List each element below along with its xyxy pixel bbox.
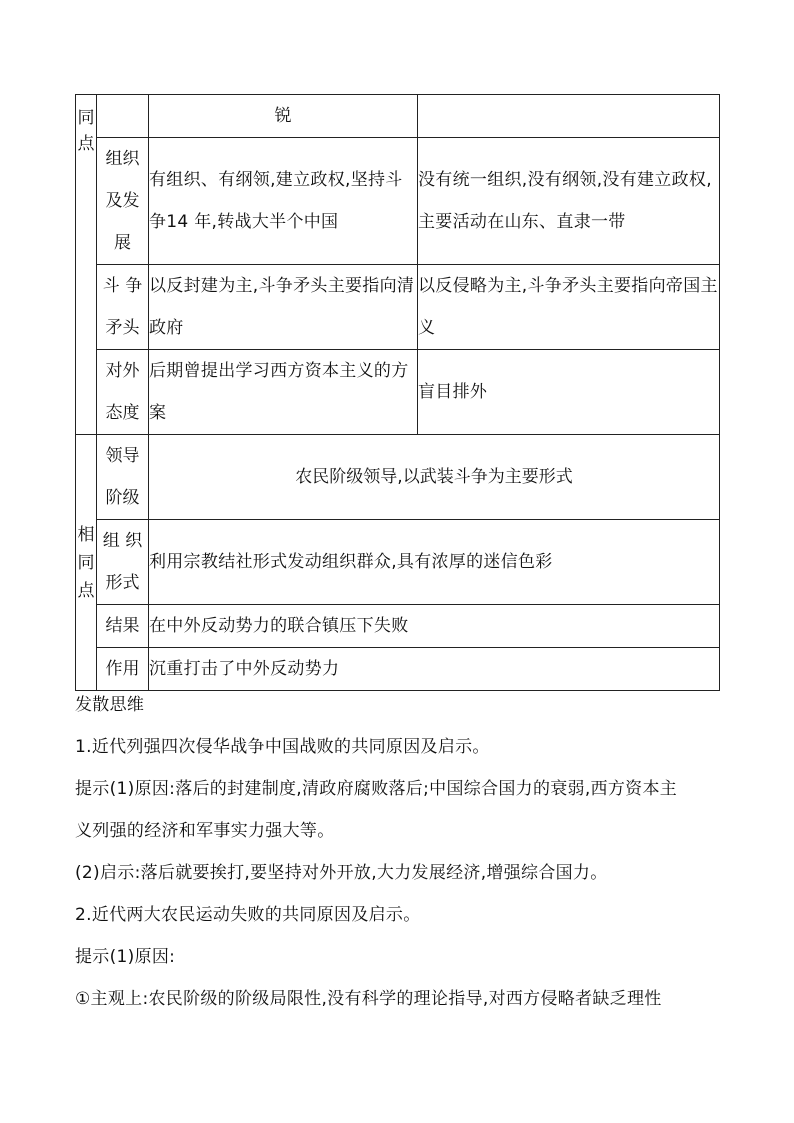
answer-2-line-1: 提示(1)原因: xyxy=(75,947,176,967)
table-cell xyxy=(149,95,418,138)
cell-text: 以反封建为主,斗争矛头主要指向清政府 xyxy=(149,276,415,338)
row-label xyxy=(97,138,149,265)
answer-2-line-2: ①主观上:农民阶级的阶级局限性,没有科学的理论指导,对西方侵略者缺乏理性 xyxy=(75,989,662,1009)
table-cell-left xyxy=(149,138,418,265)
answer-1-line-3: (2)启示:落后就要挨打,要坚持对外开放,大力发展经济,增强综合国力。 xyxy=(75,863,608,883)
cell-text: 有组织、有纲领,建立政权,坚持斗争14 年,转战大半个中国 xyxy=(149,170,403,232)
table-row xyxy=(76,138,720,265)
comparison-table xyxy=(75,94,720,691)
table-cell-right xyxy=(418,350,720,435)
table-cell-left xyxy=(149,350,418,435)
cell-text: 没有统一组织,没有纲领,没有建立政权,主要活动在山东、直隶一带 xyxy=(418,170,712,232)
section-label-similarities xyxy=(76,435,97,691)
section-label-text: 相同点 xyxy=(77,524,95,601)
section-heading: 发散思维 xyxy=(75,695,145,715)
table-row xyxy=(76,648,720,691)
cell-text: 盲目排外 xyxy=(418,382,488,402)
row-label xyxy=(97,435,149,520)
empty-label-cell xyxy=(97,95,149,138)
row-label-text: 作用 xyxy=(105,659,140,679)
table-cell-merged xyxy=(149,648,720,691)
table-cell-right xyxy=(418,138,720,265)
cell-text: 利用宗教结社形式发动组织群众,具有浓厚的迷信色彩 xyxy=(149,552,553,572)
cell-text: 以反侵略为主,斗争矛头主要指向帝国主义 xyxy=(418,276,718,338)
cell-text: 农民阶级领导,以武装斗争为主要形式 xyxy=(295,467,573,487)
table-row xyxy=(76,520,720,605)
table-cell-merged xyxy=(149,520,720,605)
table-row xyxy=(76,605,720,648)
row-label-text: 领导阶级 xyxy=(105,446,140,508)
row-label xyxy=(97,265,149,350)
row-label-text: 组 织形式 xyxy=(102,531,143,593)
table-row xyxy=(76,95,720,138)
cell-text: 锐 xyxy=(274,106,292,126)
row-label-text: 组织及发展 xyxy=(105,149,140,253)
table-cell xyxy=(418,95,720,138)
cell-text: 后期曾提出学习西方资本主义的方案 xyxy=(149,361,409,423)
row-label xyxy=(97,648,149,691)
row-label-text: 对外态度 xyxy=(105,361,140,423)
question-2: 2.近代两大农民运动失败的共同原因及启示。 xyxy=(75,905,421,925)
table-row xyxy=(76,350,720,435)
table-cell-right xyxy=(418,265,720,350)
row-label xyxy=(97,605,149,648)
table-cell-left xyxy=(149,265,418,350)
answer-1-line-2: 义列强的经济和军事实力强大等。 xyxy=(75,821,335,841)
section-label-differences xyxy=(76,95,97,435)
table-row xyxy=(76,265,720,350)
table-cell-merged xyxy=(149,605,720,648)
table-row xyxy=(76,435,720,520)
answer-1-line-1: 提示(1)原因:落后的封建制度,清政府腐败落后;中国综合国力的衰弱,西方资本主 xyxy=(75,779,678,799)
question-1: 1.近代列强四次侵华战争中国战败的共同原因及启示。 xyxy=(75,737,490,757)
table-cell-merged xyxy=(149,435,720,520)
row-label-text: 斗 争矛头 xyxy=(102,276,143,338)
section-label-text: 同点 xyxy=(77,108,95,154)
cell-text: 在中外反动势力的联合镇压下失败 xyxy=(149,616,409,636)
row-label xyxy=(97,350,149,435)
cell-text: 沉重打击了中外反动势力 xyxy=(149,659,340,679)
row-label xyxy=(97,520,149,605)
row-label-text: 结果 xyxy=(105,616,140,636)
